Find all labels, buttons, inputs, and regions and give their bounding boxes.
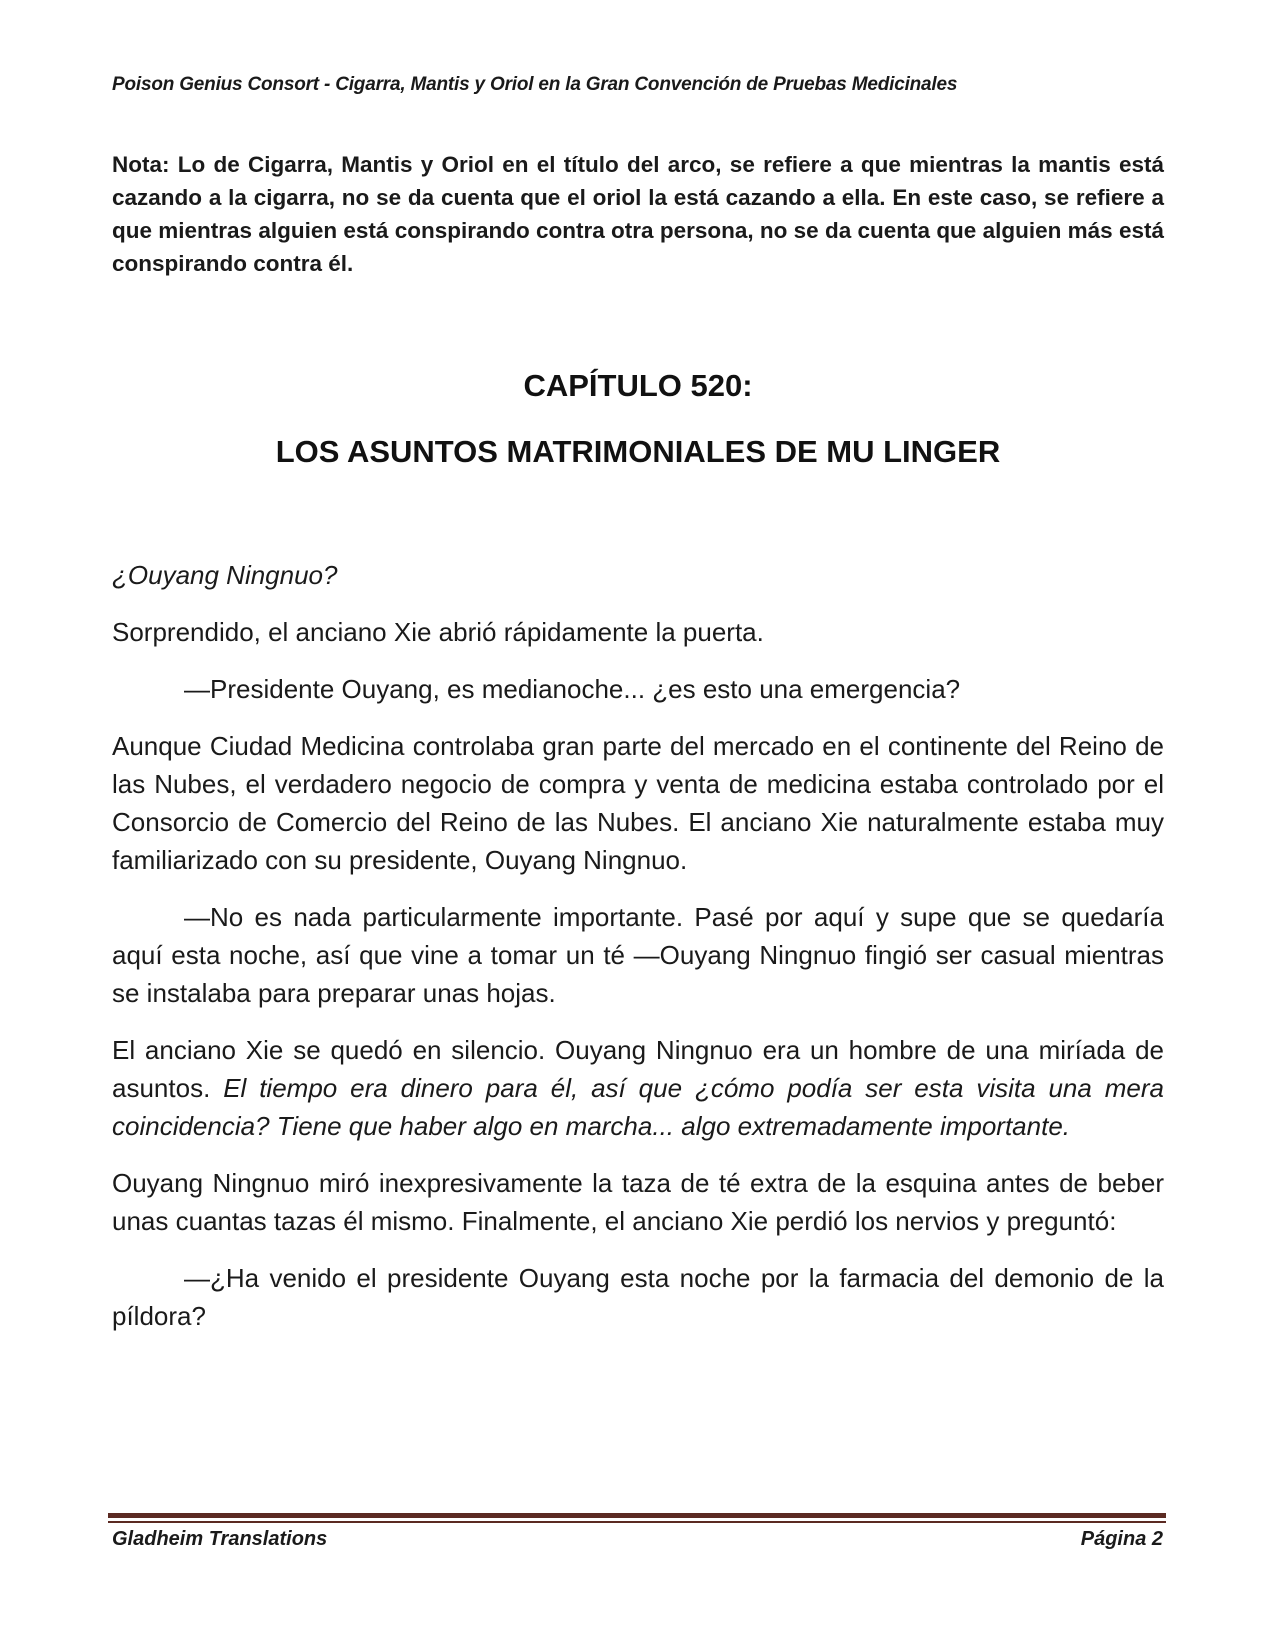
paragraph-6-thought: El tiempo era dinero para él, así que ¿cómo podía ser esta visita una mera coincidencia? Tiene que haber algo en marcha... algo extremadamente importante.: [112, 1073, 1164, 1141]
chapter-number: CAPÍTULO 520:: [523, 368, 753, 403]
paragraph-4: Aunque Ciudad Medicina controlaba gran parte del mercado en el continente del Reino de las Nubes, el verdadero negocio de compra y venta de medicina estaba controlado por el Consorcio de Comercio del Reino de las Nubes. El anciano Xie naturalmente estaba muy familiarizado con su presidente, Ouyang Ningnuo.: [112, 731, 1164, 875]
translator-note: Nota: Lo de Cigarra, Mantis y Oriol en el título del arco, se refiere a que mientras la mantis está cazando a la cigarra, no se da cuenta que el oriol la está cazando a ella. En este caso, se refiere a que mientras alguien está conspirando contra otra persona, no se da cuenta que alguien más está conspirando contra él.: [112, 152, 1164, 276]
paragraph-1: ¿Ouyang Ningnuo?: [112, 560, 338, 590]
footer-rule-thin: [108, 1521, 1166, 1523]
chapter-title: LOS ASUNTOS MATRIMONIALES DE MU LINGER: [275, 434, 1001, 469]
footer-page-number: Página 2: [1080, 1528, 1163, 1550]
paragraph-3-dialogue: —Presidente Ouyang, es medianoche... ¿es esto una emergencia?: [184, 674, 961, 704]
paragraph-2: Sorprendido, el anciano Xie abrió rápidamente la puerta.: [112, 617, 764, 647]
paragraph-7: Ouyang Ningnuo miró inexpresivamente la taza de té extra de la esquina antes de beber unas cuantas tazas él mismo. Finalmente, el anciano Xie perdió los nervios y preguntó:: [112, 1168, 1164, 1236]
paragraph-8-dialogue: —¿Ha venido el presidente Ouyang esta noche por la farmacia del demonio de la píldora?: [112, 1263, 1164, 1331]
paragraph-6: [112, 1031, 1164, 1145]
paragraph-6-plain: El anciano Xie se quedó en silencio. Ouyang Ningnuo era un hombre de una miríada de asuntos.: [112, 1035, 1164, 1103]
footer-rule-thick: [108, 1513, 1166, 1518]
footer-publisher: Gladheim Translations: [112, 1528, 328, 1550]
running-header: Poison Genius Consort - Cigarra, Mantis y Oriol en la Gran Convención de Pruebas Medicinales: [112, 74, 958, 95]
paragraph-5-dialogue: —No es nada particularmente importante. Pasé por aquí y supe que se quedaría aquí esta noche, así que vine a tomar un té —Ouyang Ningnuo fingió ser casual mientras se instalaba para preparar unas hojas.: [112, 902, 1164, 1008]
chapter-body: [112, 556, 1164, 1354]
